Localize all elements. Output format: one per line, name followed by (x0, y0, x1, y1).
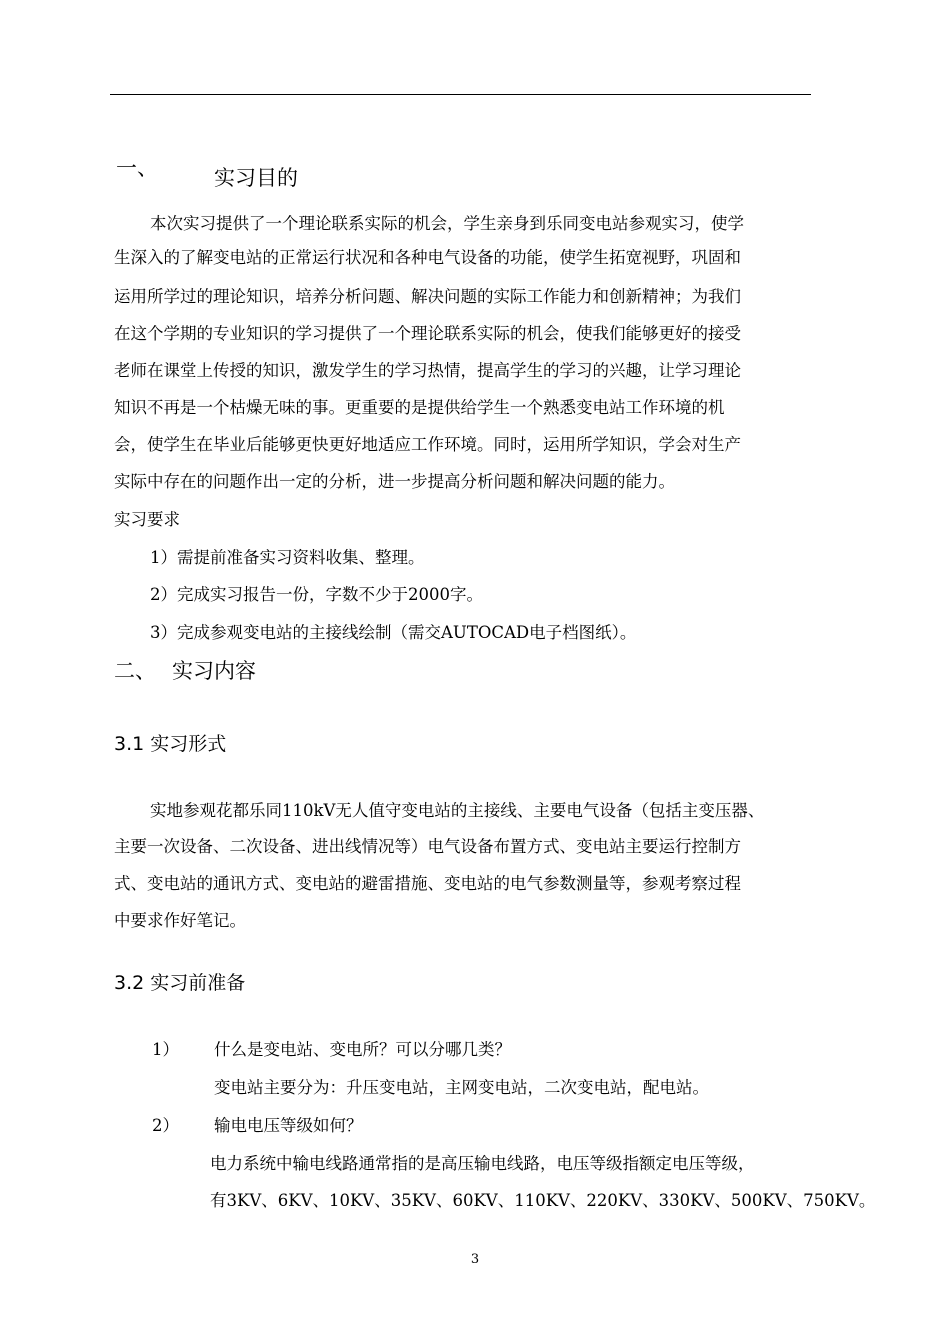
page-number: 3 (470, 1252, 480, 1267)
paragraph-line: 中要求作好笔记。 (114, 911, 246, 930)
paragraph-line: 生深入的了解变电站的正常运行状况和各种电气设备的功能，使学生拓宽视野，巩固和 (114, 248, 741, 267)
question-1-text: 什么是变电站、变电所？可以分哪几类？ (214, 1040, 511, 1059)
question-1-number: 1） (152, 1040, 179, 1059)
paragraph-line: 会，使学生在毕业后能够更快更好地适应工作环境。同时，运用所学知识，学会对生产 (114, 435, 741, 454)
section-1-number: 一、 (116, 156, 158, 180)
paragraph-line: 实地参观花都乐同110kV无人值守变电站的主接线、主要电气设备（包括主变压器、 (150, 801, 765, 820)
section-2-number: 二、 (114, 659, 156, 683)
paragraph-line: 在这个学期的专业知识的学习提供了一个理论联系实际的机会，使我们能够更好的接受 (114, 324, 741, 343)
subsection-3-1-title: 3.1 实习形式 (114, 733, 227, 755)
section-1-title: 实习目的 (214, 166, 298, 190)
requirement-item: 2）完成实习报告一份，字数不少于2000字。 (150, 585, 483, 604)
paragraph-line: 实际中存在的问题作出一定的分析，进一步提高分析问题和解决问题的能力。 (114, 472, 675, 491)
question-1-answer: 变电站主要分为：升压变电站，主网变电站，二次变电站，配电站。 (214, 1078, 709, 1097)
paragraph-line: 主要一次设备、二次设备、进出线情况等）电气设备布置方式、变电站主要运行控制方 (114, 837, 741, 856)
requirements-heading: 实习要求 (114, 510, 180, 529)
paragraph-line: 运用所学过的理论知识，培养分析问题、解决问题的实际工作能力和创新精神；为我们 (114, 287, 741, 306)
paragraph-line: 本次实习提供了一个理论联系实际的机会，学生亲身到乐同变电站参观实习，使学 (150, 214, 744, 233)
header-rule (110, 94, 811, 95)
question-2-answer-line: 电力系统中输电线路通常指的是高压输电线路，电压等级指额定电压等级， (210, 1154, 755, 1173)
question-2-answer-line: 有3KV、6KV、10KV、35KV、60KV、110KV、220KV、330KV、500KV、750KV。 (210, 1191, 876, 1210)
requirement-item: 3）完成参观变电站的主接线绘制（需交AUTOCAD电子档图纸）。 (150, 623, 637, 642)
subsection-3-2-title: 3.2 实习前准备 (114, 972, 246, 994)
paragraph-line: 老师在课堂上传授的知识，激发学生的学习热情，提高学生的学习的兴趣，让学习理论 (114, 361, 741, 380)
question-2-number: 2） (152, 1116, 179, 1135)
paragraph-line: 知识不再是一个枯燥无味的事。更重要的是提供给学生一个熟悉变电站工作环境的机 (114, 398, 725, 417)
question-2-text: 输电电压等级如何？ (214, 1116, 363, 1135)
paragraph-line: 式、变电站的通讯方式、变电站的避雷措施、变电站的电气参数测量等，参观考察过程 (114, 874, 741, 893)
section-2-title: 实习内容 (172, 659, 256, 683)
requirement-item: 1）需提前准备实习资料收集、整理。 (150, 548, 425, 567)
